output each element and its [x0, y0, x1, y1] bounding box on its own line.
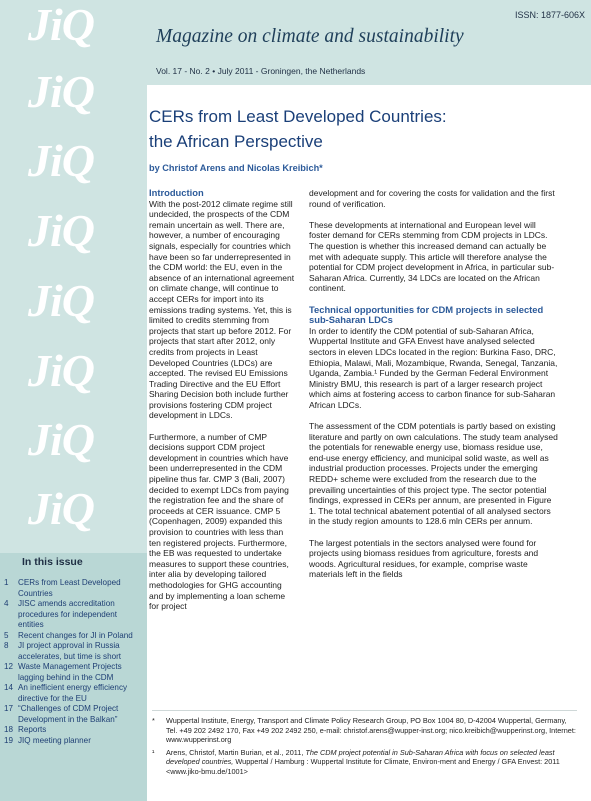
- in-this-issue-title: In this issue: [22, 556, 83, 568]
- issue-item[interactable]: [4, 578, 144, 599]
- issue-item[interactable]: [4, 641, 144, 662]
- issue-title: Waste Management Projects lagging behind in the CDM: [18, 662, 122, 682]
- footnotes: [152, 716, 577, 779]
- footnote-text: [166, 748, 577, 777]
- paragraph: The largest potentials in the sectors analysed were found for projects using biomass residues from agriculture, forests and woods. Agricultural residues, for example, comprise waste materials left in the fields: [309, 537, 539, 580]
- volume-line: Vol. 17 - No. 2 • July 2011 - Groningen, the Netherlands: [156, 66, 366, 76]
- issue-page: 14: [4, 683, 14, 692]
- issue-list: [4, 578, 144, 746]
- issue-item[interactable]: [4, 662, 144, 683]
- paragraph: With the post-2012 climate regime still undecided, the prospects of the CDM remain uncertain as well. There are, however, a number of encouraging signals, especially for countries which have been so far underrepresented in the CDM world: the EU, even in the absence of an international agreement on climate change, will continue to accept CERs for import into its emissions trading systems. Yet, this is limited to credits stemming from projects that start up before 2012. For projects that start after 2012, only credits from projects in Least Developed Countries (LDCs) are accepted. The revised EU Emissions Trading Directive and the EU Effort Sharing Decision both include further provisions fostering CDM project development in LDCs.: [149, 198, 295, 421]
- article-title-line2: the African Perspective: [149, 132, 323, 151]
- issue-title: CERs from Least Developed Countries: [18, 578, 121, 598]
- issue-title: JISC amends accreditation procedures for independent entities: [18, 599, 117, 629]
- issue-item[interactable]: [4, 599, 144, 631]
- paragraph: These developments at international and European level will foster demand for CERs stemming from CDM projects in LDCs. The question is whether this increased demand can actually be met with adequate supply. This article will therefore analyse the potential for CDM project development in Africa, in particular sub-Saharan Africa. Currently, 34 LDCs are located on the African continent.: [309, 219, 555, 294]
- paragraph: development and for covering the costs for validation and the first round of verification.: [309, 188, 555, 209]
- paragraph: In order to identify the CDM potential of sub-Saharan Africa, Wuppertal Institute and GFA Envest have analysed selected sectors in eleven LDCs located in the region: Burkina Faso, DRC, Ethiopia, Malawi, Mali, Mozambique, Rwanda, Senegal, Tanzania, Uganda, Zambia.¹ Funded by the German Federal Environment Ministry BMU, this research is part of a larger research project which aims at fostering access to carbon finance for sub-Saharan African LDCs.: [309, 325, 558, 410]
- footnote-mark: *: [152, 716, 155, 725]
- issue-item[interactable]: [4, 704, 144, 725]
- paragraph: The assessment of the CDM potentials is partly based on existing literature and partly on own calculations. The study team analysed the potentials for renewable energy use, biomass residue use, end-use energy efficiency, and municipal solid waste, as well as industrial production processes. Projects under the emerging REDD+ scheme were excluded from the research due to the prevailing uncertainties of this project type. The sector potential findings, expressed in CERs per annum, are presented in Figure 1. The total technical abatement potential of all analysed sectors in the study region amounts to 128.6 mln CERs per annum.: [309, 421, 558, 527]
- jiq-logo: JiQ: [28, 345, 94, 396]
- article-title-line1: CERs from Least Developed Countries:: [149, 107, 447, 126]
- issue-item[interactable]: [4, 736, 144, 747]
- issue-page: 1: [4, 578, 9, 587]
- issn: ISSN: 1877-606X: [514, 10, 585, 20]
- jiq-logo: JiQ: [28, 483, 94, 534]
- issue-title: Reports: [18, 725, 47, 734]
- article-title: [149, 104, 569, 154]
- jiq-logo: JiQ: [28, 135, 94, 186]
- article-column-1: [149, 188, 295, 622]
- issue-title: Recent changes for JI in Poland: [18, 630, 133, 640]
- paragraph: Furthermore, a number of CMP decisions support CDM project development in countries which have been underrepresented in the CDM pipeline thus far. CMP 3 (Bali, 2007) decided to exempt LDCs from paying the registration fee and the share of proceeds at CER issuance. CMP 5 (Copenhagen, 2009) expanded this provision to countries with less than ten registered projects. Furthermore, the EB was requested to undertake measures to support these countries, inter alia by developing tailored methodologies for GHG accounting and by implementing a loan scheme for project: [149, 431, 289, 612]
- issue-page: 18: [4, 725, 14, 734]
- footnote-text-italic: The CDM project potential in Sub-Saharan Africa with focus on selected least developed countries,: [166, 747, 555, 766]
- footnote: [152, 716, 577, 745]
- footnote-text-post: Wuppertal / Hamburg : Wuppertal Institute for Climate, Environ-ment and Energy / GFA Envest: 2011 <www.jiko-bmu.de/1001>: [166, 757, 560, 776]
- issue-page: 4: [4, 599, 9, 608]
- issue-page: 12: [4, 662, 14, 671]
- magazine-title: Magazine on climate and sustainability: [156, 26, 464, 47]
- footnote-text: Wuppertal Institute, Energy, Transport and Climate Policy Research Group, PO Box 1004 80, D-42004 Wuppertal, Germany, Tel. +49 202 2492 170, Fax +49 202 2492 250, e-mail: christof.arens@wupper-inst.org; nico.kreibich@wupperinst.org, Internet: www.wupperinst.org: [166, 716, 576, 744]
- byline: by Christof Arens and Nicolas Kreibich*: [149, 163, 323, 173]
- issue-title: JI project approval in Russia accelerates, but time is short: [18, 641, 122, 661]
- jiq-logo: JiQ: [28, 0, 94, 50]
- footnote-text-pre: Arens, Christof, Martin Burian, et al., 2011,: [166, 747, 304, 757]
- intro-heading: Introduction: [149, 187, 204, 198]
- issue-item[interactable]: [4, 725, 144, 736]
- footnote: [152, 748, 577, 777]
- footnote-divider: [152, 710, 577, 711]
- issue-item[interactable]: [4, 683, 144, 704]
- issue-title: JIQ meeting planner: [18, 735, 91, 745]
- jiq-logo: JiQ: [28, 205, 94, 256]
- footnote-mark: ¹: [152, 747, 155, 757]
- issue-page: 19: [4, 735, 14, 745]
- section-heading: Technical opportunities for CDM projects in selected sub-Saharan LDCs: [309, 303, 544, 326]
- jiq-logo: JiQ: [28, 66, 94, 117]
- issue-page: 8: [4, 641, 9, 650]
- issue-page: 5: [4, 630, 9, 640]
- issue-item[interactable]: [4, 631, 144, 642]
- issue-title: An inefficient energy efficiency directive for the EU: [18, 683, 128, 703]
- jiq-logo: JiQ: [28, 275, 94, 326]
- issue-page: 17: [4, 704, 14, 713]
- issue-title: “Challenges of CDM Project Development in the Balkan”: [18, 704, 119, 724]
- jiq-logo: JiQ: [28, 414, 94, 465]
- article-column-2: [309, 188, 559, 591]
